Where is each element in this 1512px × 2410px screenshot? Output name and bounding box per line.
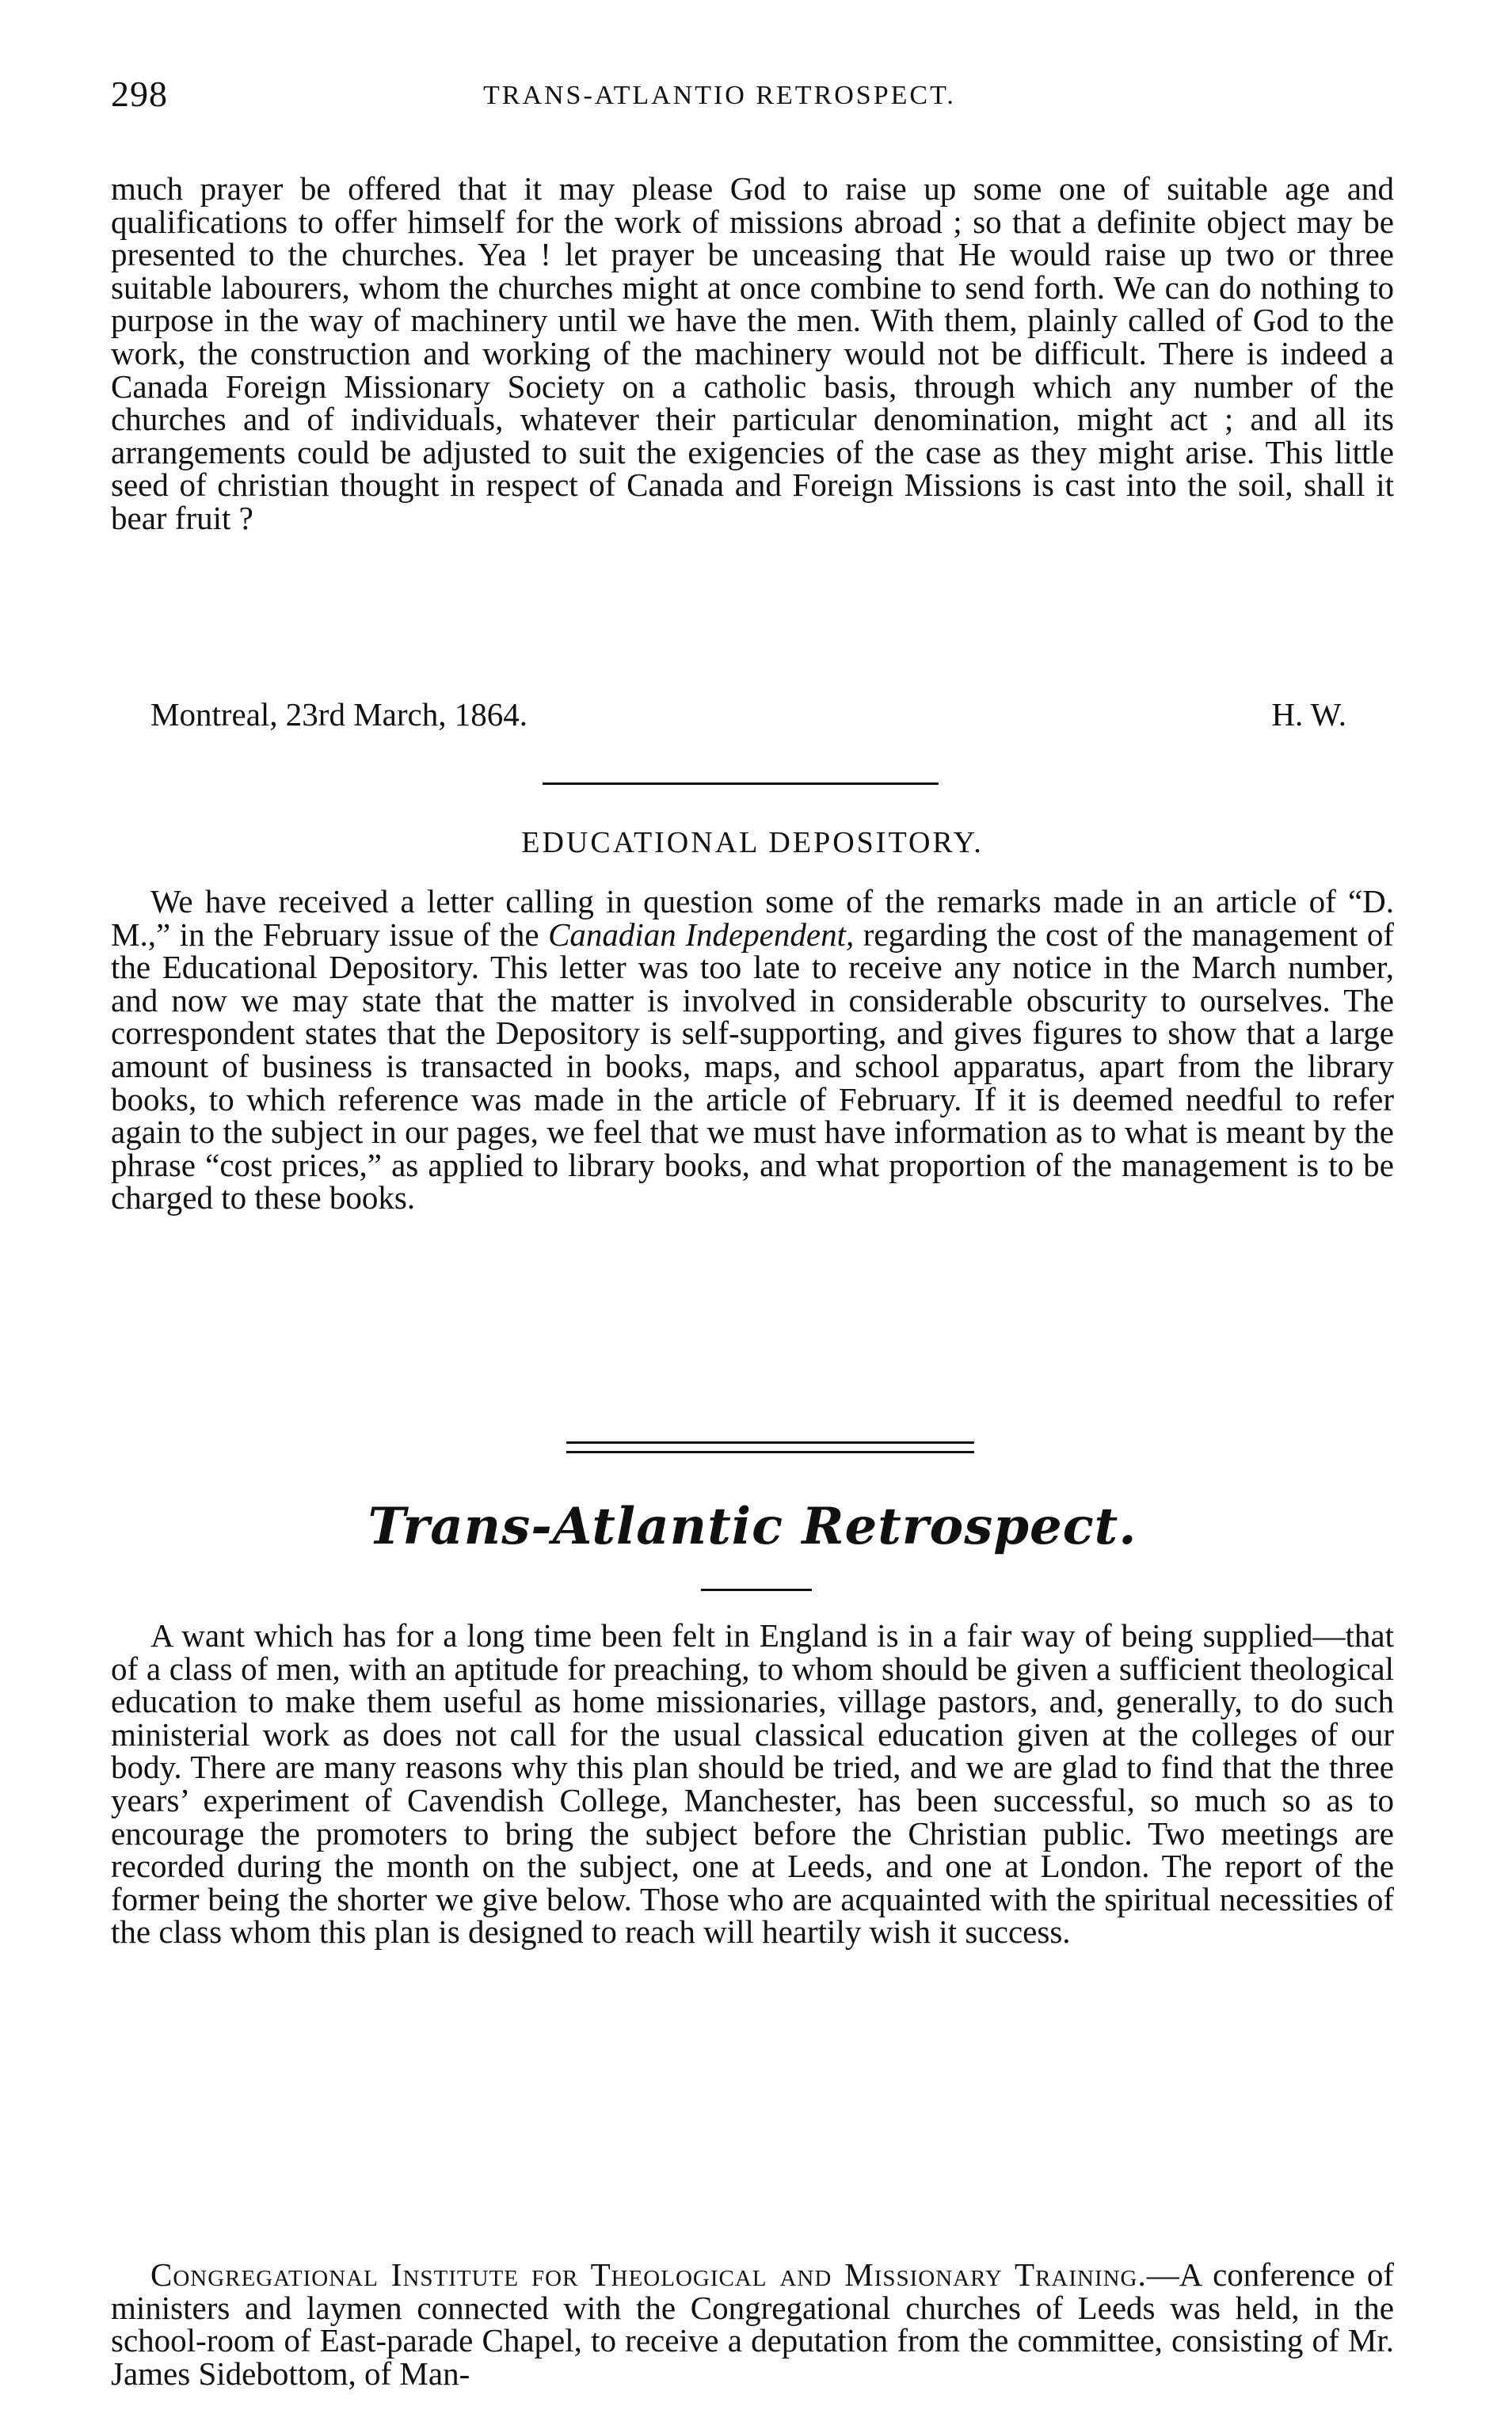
section-divider [543,782,939,785]
double-rule-top [566,1441,974,1444]
title-underline [701,1589,812,1591]
educational-text-start: We have received a letter calling in question some of the remarks made in an article of “D. M.,” in the February issue of the [111,883,1394,953]
educational-text-end: regarding the cost of the management of the Educational Depository. This letter was too late to receive any notice in the March number, and now we may state that the matter is involved in considerable obscurity to ourselves. The correspondent states that the Depository is self-supporting, and gives figures to show that a large amount of business is transacted in books, maps, and school apparatus, apart from the library books, to which reference was made in the article of February. If it is deemed needful to refer again to the subject in our pages, we feel that we must have information as to what is meant by the phrase “cost prices,” as applied to library books, and what proportion of the management is to be charged to these books. [111,916,1394,1216]
educational-depository-paragraph [111,885,1394,1215]
letter-place-date: Montreal, 23rd March, 1864. [150,696,527,733]
educational-depository-heading: EDUCATIONAL DEPOSITORY. [521,826,984,859]
page-header [111,73,1394,120]
double-rule-bottom [566,1451,974,1453]
institute-text: —A conference of ministers and laymen connected with the Congregational churches of Leeds was held, in the school-room of East-parade Chapel, to receive a deputation from the committee, consisting of Mr. James Sidebottom, of Man- [111,2256,1395,2392]
retrospect-title: Trans-Atlantic Retrospect. [368,1497,1137,1556]
letter-signature [111,695,1394,733]
retrospect-paragraph: A want which has for a long time been felt in England is in a fair way of being supplied—that of a class of men, with an aptitude for preaching, to whom should be given a sufficient theological education to make them useful as home missionaries, village pastors, and, generally, to do such ministerial work as does not call for the usual classical education given at the colleges of our body. There are many reasons why this plan should be tried, and we are glad to find that the three years’ experiment of Cavendish College, Manchester, has been successful, so much so as to encourage the promoters to bring the subject before the Christian public. Two meetings are recorded during the month on the subject, one at Leeds, and one at London. The report of the former being the shorter we give below. Those who are acquainted with the spiritual necessities of the class whom this plan is designed to reach will heartily wish it success. [111,1617,1394,1951]
institute-heading: Congregational Institute for Theological and Missionary Training. [150,2256,1147,2293]
journal-title: Canadian Independent, [548,916,855,953]
letter-paragraph: much prayer be offered that it may please God to raise up some one of suitable age and qualifications to offer himself for the work of missions abroad ; so that a definite object may be presented to the churches. Yea ! let prayer be unceasing that He would raise up two or three suitable labourers, whom the churches might at once combine to send forth. We can do nothing to purpose in the way of machinery until we have the men. With them, plainly called of God to the work, the construction and working of the machinery would not be difficult. There is indeed a Canada Foreign Missionary Society on a catholic basis, through which any number of the churches and of individuals, whatever their particular denomination, might act ; and all its arrangements could be adjusted to suit the exigencies of the case as they might arise. This little seed of christian thought in respect of Canada and Foreign Missions is cast into the soil, shall it bear fruit ? [111,170,1394,536]
institute-paragraph [111,2256,1395,2392]
page-number: 298 [111,74,168,114]
running-head: TRANS-ATLANTIO RETROSPECT. [483,81,956,110]
letter-initials: H. W. [1271,696,1346,733]
